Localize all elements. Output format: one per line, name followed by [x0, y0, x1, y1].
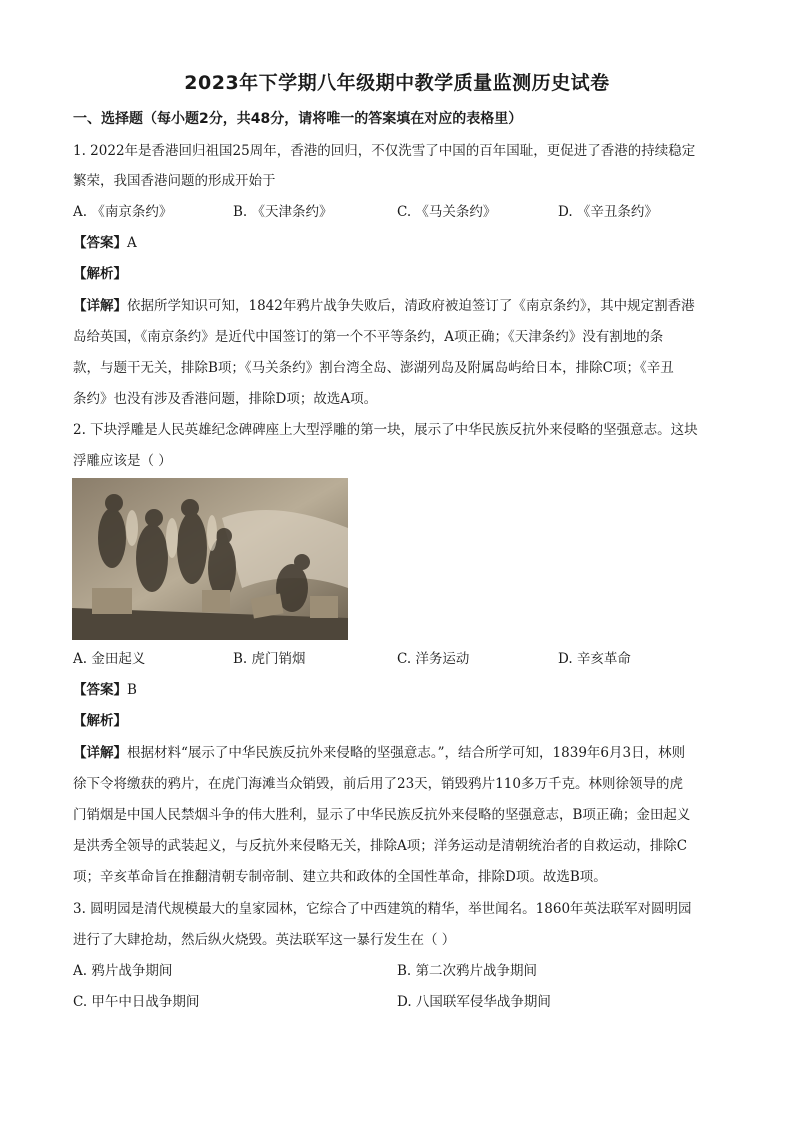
- q2-detail-line-4: 是洪秀全领导的武装起义，与反抗外来侵略无关，排除A项；洋务运动是清朝统治者的自救运动，排除C: [73, 838, 688, 854]
- q3-option-a: A. 鸦片战争期间: [73, 963, 173, 979]
- detail-tag: 【详解】: [73, 745, 127, 761]
- q3-option-c: C. 甲午中日战争期间: [73, 994, 200, 1010]
- q2-option-c: C. 洋务运动: [397, 651, 470, 667]
- answer-value: B: [127, 682, 137, 698]
- answer-tag: 【答案】: [73, 235, 127, 251]
- answer-tag: 【答案】: [73, 682, 127, 698]
- q1-answer: [73, 234, 137, 252]
- q3-stem-line-2: 进行了大肆抢劫，然后纵火烧毁。英法联军这一暴行发生在（ ）: [73, 932, 456, 948]
- q1-detail-line-1: [73, 297, 695, 315]
- section-heading: 一、选择题（每小题2分，共48分，请将唯一的答案填在对应的表格里）: [73, 111, 523, 127]
- q2-detail-line-3: 门销烟是中国人民禁烟斗争的伟大胜利，显示了中华民族反抗外来侵略的坚强意志，B项正确；金田起义: [73, 807, 691, 823]
- relief-sculpture-image: [72, 478, 348, 640]
- q2-detail-line-1: [73, 744, 685, 762]
- detail-text: 根据材料“展示了中华民族反抗外来侵略的坚强意志。”，结合所学可知，1839年6月3日，林则: [127, 745, 686, 761]
- q1-stem-line-1: 1. 2022年是香港回归祖国25周年，香港的回归，不仅洗雪了中国的百年国耻，更促进了香港的持续稳定: [73, 143, 696, 159]
- q2-detail-line-2: 徐下令将缴获的鸦片，在虎门海滩当众销毁，前后用了23天，销毁鸦片110多万千克。林则徐领导的虎: [73, 776, 683, 792]
- q2-option-b: B. 虎门销烟: [233, 651, 306, 667]
- q2-option-a: A. 金田起义: [73, 651, 146, 667]
- q2-stem-line-2: 浮雕应该是（ ）: [73, 453, 172, 469]
- q1-detail-line-4: 条约》也没有涉及香港问题，排除D项；故选A项。: [73, 391, 378, 407]
- q1-option-d: D. 《辛丑条约》: [558, 204, 658, 220]
- q1-option-b: B. 《天津条约》: [233, 204, 333, 220]
- q1-analysis-tag: 【解析】: [73, 266, 127, 282]
- detail-text: 依据所学知识可知，1842年鸦片战争失败后，清政府被迫签订了《南京条约》，其中规定割香港: [127, 298, 695, 314]
- q1-option-a: A. 《南京条约》: [73, 204, 173, 220]
- q1-option-c: C. 《马关条约》: [397, 204, 497, 220]
- detail-tag: 【详解】: [73, 298, 127, 314]
- q2-detail-line-5: 项；辛亥革命旨在推翻清朝专制帝制、建立共和政体的全国性革命，排除D项。故选B项。: [73, 869, 607, 885]
- q1-stem-line-2: 繁荣，我国香港问题的形成开始于: [73, 173, 276, 189]
- q2-analysis-tag: 【解析】: [73, 713, 127, 729]
- q3-stem-line-1: 3. 圆明园是清代规模最大的皇家园林，它综合了中西建筑的精华，举世闻名。1860年英法联军对圆明园: [73, 901, 692, 917]
- q2-answer: [73, 681, 137, 699]
- q1-detail-line-2: 岛给英国，《南京条约》是近代中国签订的第一个不平等条约，A项正确；《天津条约》没有割地的条: [73, 329, 664, 345]
- q3-option-d: D. 八国联军侵华战争期间: [397, 994, 551, 1010]
- q2-stem-line-1: 2. 下块浮雕是人民英雄纪念碑碑座上大型浮雕的第一块，展示了中华民族反抗外来侵略的坚强意志。这块: [73, 422, 698, 438]
- exam-title: 2023年下学期八年级期中教学质量监测历史试卷: [184, 72, 610, 94]
- answer-value: A: [127, 235, 137, 251]
- q1-detail-line-3: 款，与题干无关，排除B项；《马关条约》割台湾全岛、澎湖列岛及附属岛屿给日本，排除C项；《辛丑: [73, 360, 674, 376]
- q3-option-b: B. 第二次鸦片战争期间: [397, 963, 538, 979]
- q2-option-d: D. 辛亥革命: [558, 651, 631, 667]
